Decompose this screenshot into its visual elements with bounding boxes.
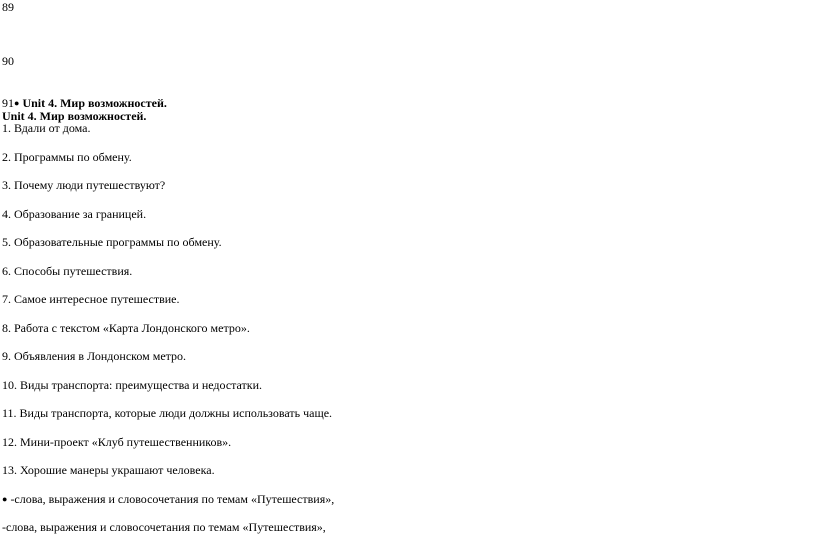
vocab-line-repeat: -слова, выражения и словосочетания по темам «Путешествия», [2,520,326,534]
list-item: 7. Самое интересное путешествие. [2,292,180,306]
list-item: 5. Образовательные программы по обмену. [2,235,222,249]
bullet-icon: ● [14,98,20,108]
list-item: 11. Виды транспорта, которые люди должны использовать чаще. [2,406,333,420]
list-item: 9. Объявления в Лондонском метро. [2,349,187,363]
unit-title: Unit 4. Мир возможностей. [22,96,167,110]
list-item: 2. Программы по обмену. [2,150,132,164]
page-number-89: 89 [2,0,14,14]
list-item: 12. Мини-проект «Клуб путешественников». [2,435,232,449]
vocab-text: -слова, выражения и словосочетания по темам «Путешествия», [7,492,335,506]
list-item: 13. Хорошие манеры украшают человека. [2,463,215,477]
page-number-90: 90 [2,54,14,68]
page-number-91: 91 [2,96,14,110]
list-item: 1. Вдали от дома. [2,121,91,135]
unit-title-repeat: Unit 4. Мир возможностей. [2,109,147,123]
list-item: 8. Работа с текстом «Карта Лондонского метро». [2,321,250,335]
list-item: 6. Способы путешествия. [2,264,133,278]
bullet-icon: ● [2,494,8,504]
list-item: 4. Образование за границей. [2,207,147,221]
list-item: 3. Почему люди путешествуют? [2,178,166,192]
unit-heading-line [2,96,167,110]
vocab-line [2,492,334,506]
list-item: 10. Виды транспорта: преимущества и недостатки. [2,378,263,392]
